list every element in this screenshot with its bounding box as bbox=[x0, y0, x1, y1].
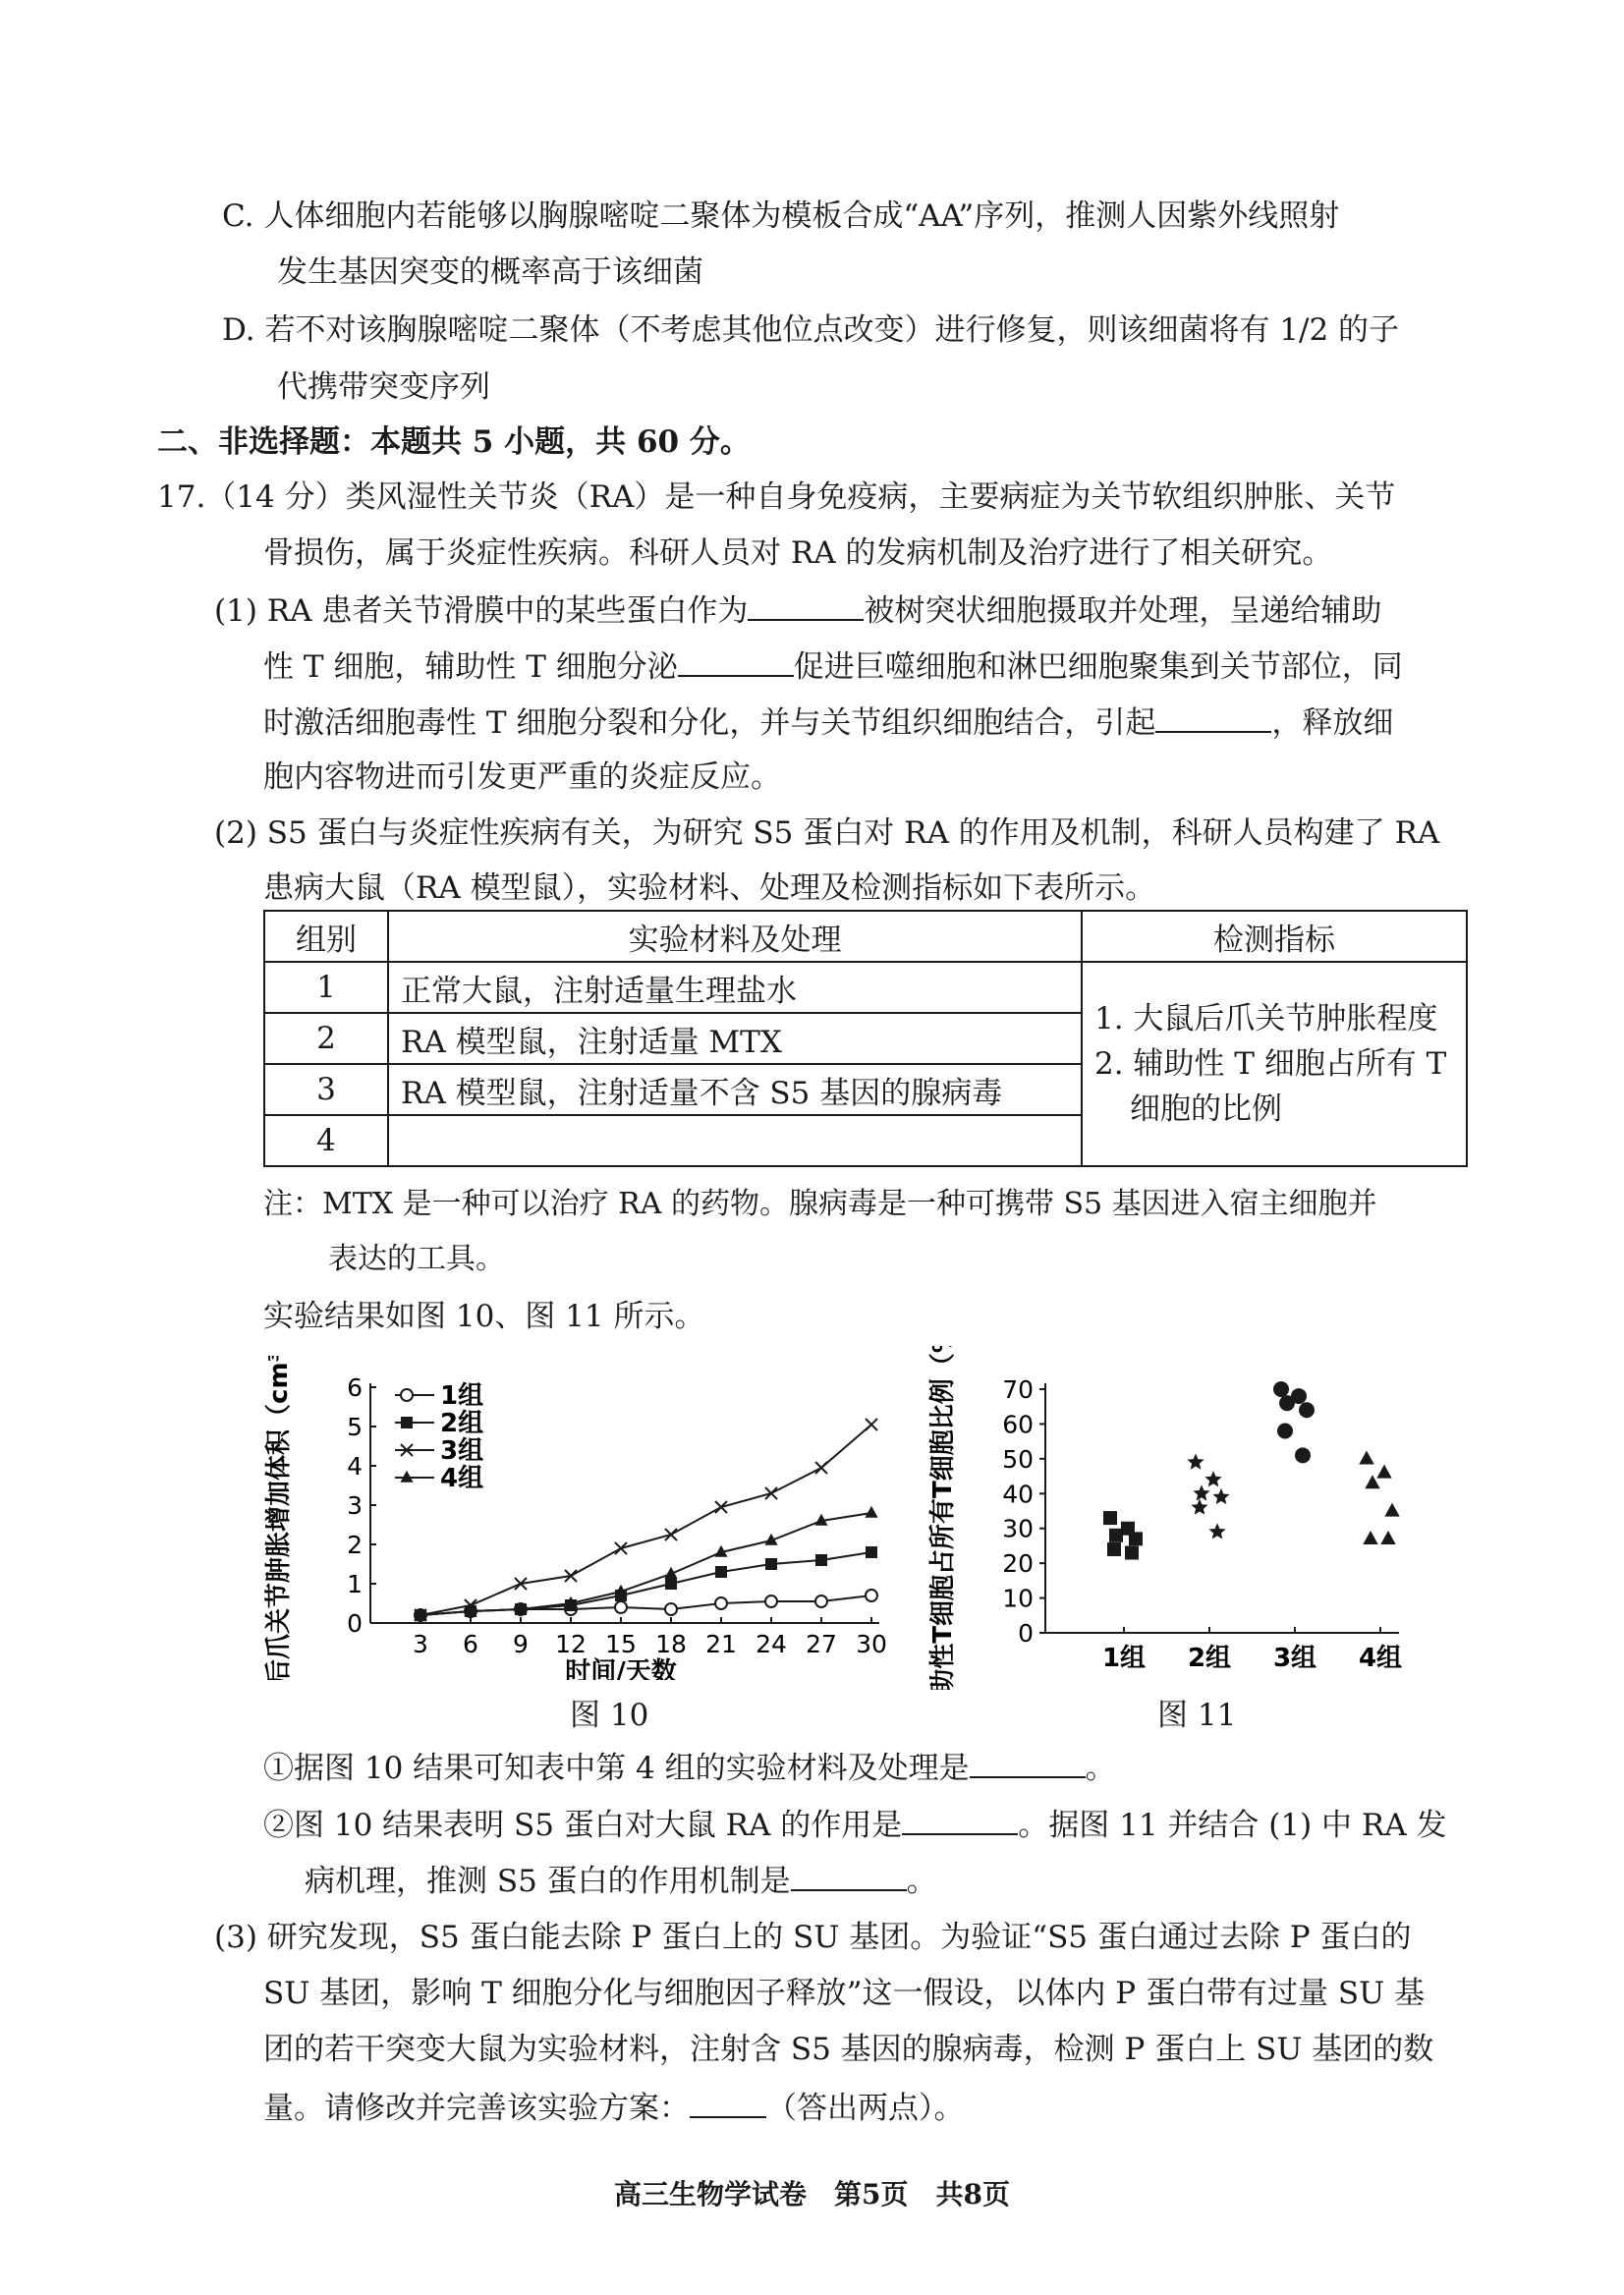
table-cell-group: 1 bbox=[264, 962, 388, 1013]
legend-marker bbox=[401, 1417, 413, 1428]
sub2-text-b: 。据图 11 并结合 (1) 中 RA 发 bbox=[1018, 1808, 1447, 1843]
q17-p1-text-c2: ，释放细 bbox=[1271, 705, 1394, 741]
data-point bbox=[1103, 1511, 1117, 1525]
data-point bbox=[866, 1546, 877, 1558]
data-point bbox=[1109, 1529, 1123, 1542]
experiment-table bbox=[263, 910, 1468, 1167]
q17-p2-sub2-line2 bbox=[305, 1860, 937, 1901]
data-point bbox=[765, 1558, 777, 1570]
data-point bbox=[815, 1595, 827, 1607]
data-point bbox=[1129, 1532, 1143, 1545]
sub1-text-b: 。 bbox=[1085, 1751, 1116, 1786]
data-point bbox=[1299, 1402, 1315, 1418]
table-row bbox=[264, 962, 1467, 1013]
data-point bbox=[1208, 1523, 1225, 1539]
table-cell-group: 3 bbox=[264, 1064, 388, 1115]
x-tick-label: 27 bbox=[806, 1630, 837, 1658]
y-tick-label: 3 bbox=[347, 1491, 363, 1520]
y-tick-label: 10 bbox=[1002, 1584, 1034, 1613]
x-tick-label: 21 bbox=[705, 1630, 737, 1658]
q17-p1-line3 bbox=[263, 701, 1393, 743]
data-point bbox=[615, 1601, 627, 1613]
answer-blank-5[interactable] bbox=[902, 1804, 1018, 1835]
data-point bbox=[1204, 1471, 1221, 1486]
legend-marker bbox=[401, 1389, 413, 1401]
option-c-line2: 发生基因突变的概率高于该细菌 bbox=[277, 254, 703, 290]
data-point bbox=[1125, 1546, 1139, 1560]
q17-p1-text-c1: 时激活细胞毒性 T 细胞分裂和分化，并与关节组织细胞结合，引起 bbox=[263, 705, 1156, 741]
q17-p2-line1: (2) S5 蛋白与炎症性疾病有关，为研究 S5 蛋白对 RA 的作用及机制，科研人员构建了 RA bbox=[214, 815, 1440, 851]
q17-line1: 17.（14 分）类风湿性关节炎（RA）是一种自身免疫病，主要病症为关节软组织肿胀、关节 bbox=[157, 479, 1396, 515]
q17-p1-line1 bbox=[214, 589, 1381, 631]
data-point bbox=[1191, 1499, 1207, 1515]
data-point bbox=[715, 1597, 727, 1609]
y-axis-label: 辅助性T细胞占所有T细胞比例（%） bbox=[928, 1346, 958, 1690]
figure-11-caption: 图 11 bbox=[1157, 1698, 1237, 1733]
option-d-line2: 代携带突变序列 bbox=[277, 369, 490, 405]
table-header: 实验材料及处理 bbox=[388, 911, 1082, 962]
x-tick-label: 2组 bbox=[1187, 1644, 1232, 1673]
data-point bbox=[1376, 1465, 1391, 1479]
data-point bbox=[815, 1462, 827, 1474]
q17-p3-line2: SU 基团，影响 T 细胞分化与细胞因子释放”这一假设，以体内 P 蛋白带有过量 SU 基 bbox=[263, 1976, 1426, 2011]
legend-label: 1组 bbox=[440, 1381, 484, 1411]
x-tick-label: 12 bbox=[555, 1630, 587, 1658]
figure-10-caption: 图 10 bbox=[570, 1698, 649, 1733]
q17-line2: 骨损伤，属于炎症性疾病。科研人员对 RA 的发病机制及治疗进行了相关研究。 bbox=[263, 535, 1333, 571]
y-axis-label: 后爪关节肿胀增加体积（cm³） bbox=[264, 1356, 294, 1680]
answer-blank-2[interactable] bbox=[678, 645, 794, 677]
y-tick-label: 6 bbox=[347, 1373, 363, 1402]
p3-text-a: 量。请修改并完善该实验方案： bbox=[263, 2091, 690, 2126]
x-tick-label: 3 bbox=[413, 1630, 428, 1658]
table-cell-treatment: RA 模型鼠，注射适量不含 S5 基因的腺病毒 bbox=[388, 1064, 1082, 1115]
q17-p2-sub2 bbox=[263, 1804, 1446, 1845]
x-tick-label: 3组 bbox=[1272, 1644, 1317, 1673]
option-c-line1: C. 人体细胞内若能够以胸腺嘧啶二聚体为模板合成“AA”序列，推测人因紫外线照射 bbox=[222, 198, 1340, 234]
data-point bbox=[866, 1419, 877, 1430]
y-tick-label: 40 bbox=[1002, 1480, 1034, 1509]
data-point bbox=[665, 1603, 677, 1615]
x-tick-label: 6 bbox=[463, 1630, 478, 1658]
answer-blank-4[interactable] bbox=[970, 1747, 1086, 1778]
results-text: 实验结果如图 10、图 11 所示。 bbox=[263, 1299, 705, 1334]
q17-p1-text-b1: 性 T 细胞，辅助性 T 细胞分泌 bbox=[263, 649, 678, 685]
data-point bbox=[715, 1566, 727, 1578]
series-line-4 bbox=[420, 1513, 871, 1615]
q17-p1-text-a1: (1) RA 患者关节滑膜中的某些蛋白作为 bbox=[214, 593, 749, 629]
indicator-2b: 细胞的比例 bbox=[1130, 1092, 1282, 1127]
data-point bbox=[1363, 1531, 1377, 1544]
y-tick-label: 0 bbox=[1018, 1619, 1034, 1648]
y-tick-label: 50 bbox=[1002, 1444, 1034, 1474]
y-tick-label: 60 bbox=[1002, 1410, 1034, 1439]
data-point bbox=[865, 1506, 877, 1518]
data-point bbox=[665, 1529, 677, 1540]
table-cell-treatment: 正常大鼠，注射适量生理盐水 bbox=[388, 962, 1082, 1013]
data-point bbox=[1380, 1531, 1395, 1544]
q17-p1-text-a2: 被树突状细胞摄取并处理，呈递给辅助 bbox=[864, 593, 1382, 629]
table-cell-group: 2 bbox=[264, 1013, 388, 1064]
option-d-line1: D. 若不对该胸腺嘧啶二聚体（不考虑其他位点改变）进行修复，则该细菌将有 1/2 的子 bbox=[222, 312, 1400, 348]
figure-11-chart bbox=[927, 1346, 1419, 1690]
y-tick-label: 5 bbox=[347, 1413, 363, 1441]
x-tick-label: 18 bbox=[655, 1630, 687, 1658]
section-heading: 二、非选择题：本题共 5 小题，共 60 分。 bbox=[157, 424, 751, 460]
data-point bbox=[1273, 1381, 1289, 1397]
table-header: 检测指标 bbox=[1082, 911, 1467, 962]
figure-10-chart bbox=[257, 1356, 896, 1680]
data-point bbox=[1384, 1503, 1399, 1517]
legend-label: 3组 bbox=[440, 1436, 484, 1466]
legend-label: 2组 bbox=[440, 1409, 484, 1438]
data-point bbox=[1295, 1447, 1311, 1463]
data-point bbox=[1359, 1450, 1373, 1464]
q17-p1-text-b2: 促进巨噬细胞和淋巴细胞聚集到关节部位，同 bbox=[793, 649, 1403, 685]
q17-p3-line1: (3) 研究发现，S5 蛋白能去除 P 蛋白上的 SU 基团。为验证“S5 蛋白通过去除 P 蛋白的 bbox=[214, 1920, 1412, 1955]
table-cell-indicators bbox=[1082, 962, 1467, 1166]
data-point bbox=[815, 1554, 827, 1566]
data-point bbox=[1193, 1484, 1209, 1500]
table-cell-group: 4 bbox=[264, 1115, 388, 1166]
series-line-3 bbox=[420, 1425, 871, 1615]
p3-text-b: （答出两点）。 bbox=[766, 2091, 965, 2126]
data-point bbox=[1187, 1453, 1204, 1469]
legend-label: 4组 bbox=[440, 1464, 484, 1493]
data-point bbox=[1212, 1488, 1229, 1504]
sub2-text-c: 病机理，推测 S5 蛋白的作用机制是 bbox=[305, 1864, 791, 1899]
y-tick-label: 20 bbox=[1002, 1549, 1034, 1579]
x-tick-label: 30 bbox=[856, 1630, 887, 1658]
legend-marker bbox=[400, 1471, 413, 1483]
table-cell-treatment bbox=[388, 1115, 1082, 1166]
x-tick-label: 15 bbox=[605, 1630, 637, 1658]
data-point bbox=[765, 1487, 777, 1499]
indicator-2a: 2. 辅助性 T 细胞占所有 T bbox=[1094, 1046, 1447, 1082]
sub2-text-a: ②图 10 结果表明 S5 蛋白对大鼠 RA 的作用是 bbox=[263, 1808, 903, 1843]
q17-p1-line4: 胞内容物进而引发更严重的炎症反应。 bbox=[263, 759, 781, 795]
answer-blank-7[interactable] bbox=[690, 2087, 766, 2118]
data-point bbox=[715, 1501, 727, 1513]
y-tick-label: 4 bbox=[347, 1452, 363, 1481]
x-axis-label: 时间/天数 bbox=[565, 1657, 677, 1680]
note-line1: 注：MTX 是一种可以治疗 RA 的药物。腺病毒是一种可携带 S5 基因进入宿主细胞并 bbox=[263, 1187, 1377, 1221]
data-point bbox=[765, 1595, 777, 1607]
q17-p3-line3: 团的若干突变大鼠为实验材料，注射含 S5 基因的腺病毒，检测 P 蛋白上 SU 基团的数 bbox=[263, 2032, 1434, 2067]
indicator-1: 1. 大鼠后爪关节肿胀程度 bbox=[1094, 1001, 1438, 1036]
q17-p3-line4 bbox=[263, 2087, 965, 2128]
table-header: 组别 bbox=[264, 911, 388, 962]
x-tick-label: 24 bbox=[756, 1630, 787, 1658]
data-point bbox=[1279, 1395, 1295, 1411]
page-footer: 高三生物学试卷 第5页 共8页 bbox=[614, 2178, 1010, 2211]
figure-11 bbox=[927, 1346, 1419, 1694]
answer-blank-3[interactable] bbox=[1155, 701, 1271, 733]
note-line2: 表达的工具。 bbox=[328, 1242, 505, 1276]
sub2-text-d: 。 bbox=[906, 1864, 937, 1899]
y-tick-label: 30 bbox=[1002, 1514, 1034, 1543]
data-point bbox=[1107, 1542, 1121, 1556]
x-tick-label: 9 bbox=[513, 1630, 529, 1658]
x-tick-label: 1组 bbox=[1101, 1644, 1147, 1673]
x-tick-label: 4组 bbox=[1358, 1644, 1403, 1673]
figure-10 bbox=[257, 1356, 896, 1684]
q17-p2-line2: 患病大鼠（RA 模型鼠），实验材料、处理及检测指标如下表所示。 bbox=[263, 870, 1156, 906]
y-tick-label: 70 bbox=[1002, 1375, 1034, 1404]
answer-blank-1[interactable] bbox=[748, 589, 864, 621]
y-tick-label: 0 bbox=[347, 1609, 363, 1638]
table-cell-treatment: RA 模型鼠，注射适量 MTX bbox=[388, 1013, 1082, 1064]
data-point bbox=[665, 1578, 677, 1590]
table-header-row bbox=[264, 911, 1467, 962]
answer-blank-6[interactable] bbox=[791, 1860, 907, 1891]
q17-p2-sub1 bbox=[263, 1747, 1116, 1788]
y-tick-label: 2 bbox=[347, 1531, 363, 1559]
sub1-text-a: ①据图 10 结果可知表中第 4 组的实验材料及处理是 bbox=[263, 1751, 970, 1786]
data-point bbox=[615, 1542, 627, 1554]
q17-p1-line2 bbox=[263, 645, 1403, 687]
data-point bbox=[1277, 1424, 1293, 1439]
data-point bbox=[866, 1590, 877, 1601]
y-tick-label: 1 bbox=[347, 1570, 363, 1598]
